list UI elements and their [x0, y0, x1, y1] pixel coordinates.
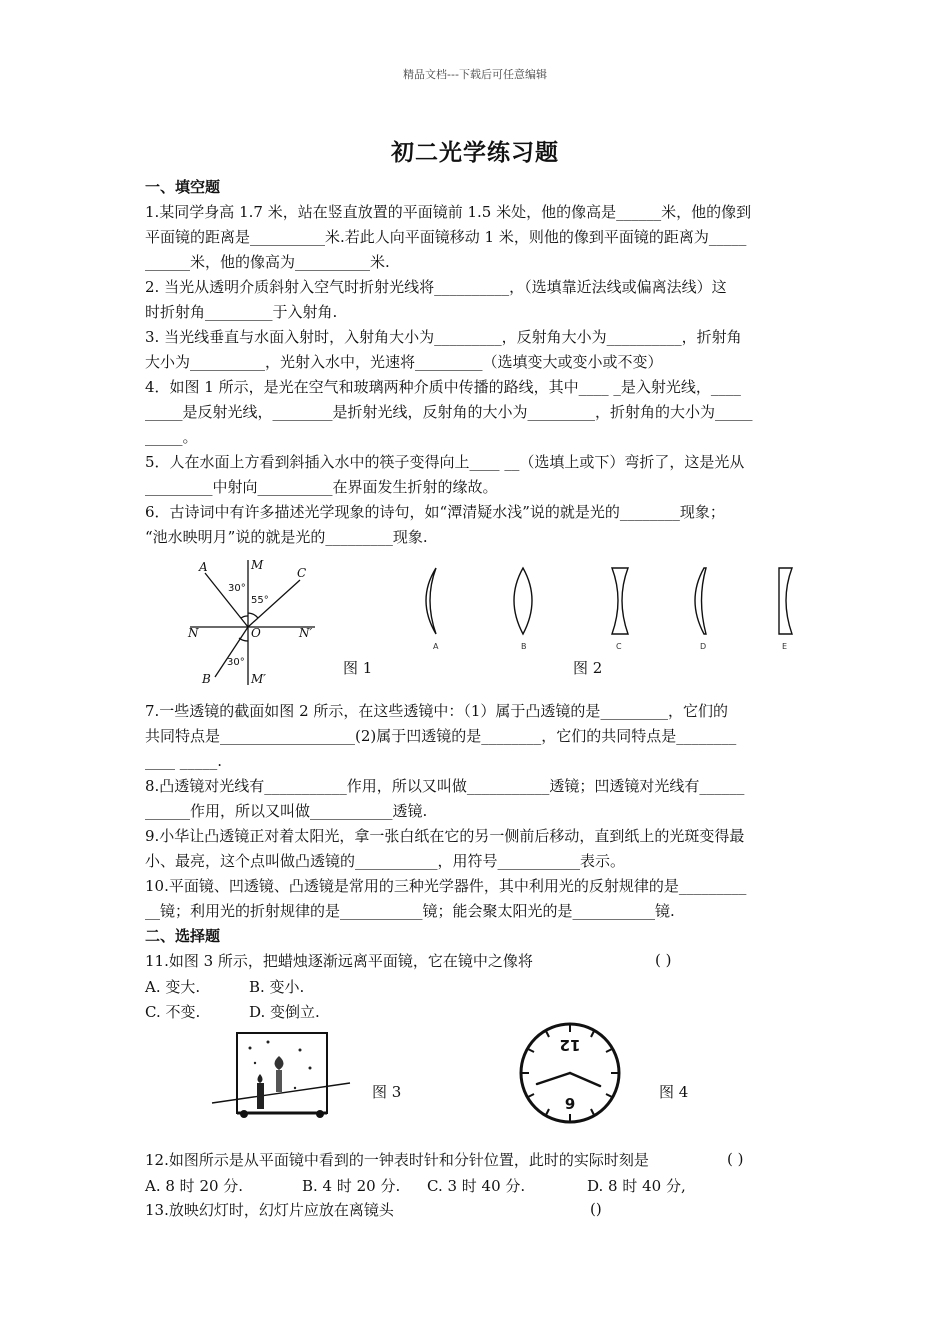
q12-option-c: C. 3 时 40 分.	[427, 1177, 526, 1195]
question-line: _____。	[145, 428, 198, 446]
clock-minute-hand	[537, 1073, 570, 1084]
label-A: A	[199, 560, 208, 574]
question-line: _________中射向__________在界面发生折射的缘故。	[145, 478, 498, 496]
lens-label-E: E	[782, 642, 788, 651]
label-B: B	[202, 672, 211, 686]
lens-label-B: B	[521, 642, 527, 651]
q11-option-b: B. 变小.	[249, 978, 305, 996]
label-M: M	[251, 558, 264, 572]
question-13-answer-paren: ()	[590, 1200, 602, 1218]
question-13-text: 13.放映幻灯时，幻灯片应放在离镜头	[145, 1201, 394, 1219]
question-line: 4．如图 1 所示，是光在空气和玻璃两种介质中传播的路线，其中____ _是入射光线，____	[145, 378, 741, 396]
question-line: 5．人在水面上方看到斜插入水中的筷子变得向上____ __（选填上或下）弯折了，这是光从	[145, 453, 745, 471]
incident-ray	[205, 573, 248, 627]
figure-1-diagram	[185, 555, 325, 690]
figure-4-caption: 图 4	[659, 1083, 689, 1101]
label-M-prime: M′	[251, 672, 267, 686]
question-line: 时折射角_________于入射角.	[145, 303, 338, 321]
lens-label-D: D	[700, 642, 707, 651]
angle-55: 55°	[251, 595, 269, 606]
clock-hour-hand	[570, 1073, 600, 1086]
figure-2-caption: 图 2	[573, 659, 603, 677]
q11-option-d: D. 变倒立.	[249, 1003, 320, 1021]
section-heading-choice: 二、选择题	[145, 927, 221, 945]
candle	[257, 1083, 264, 1109]
figure-3-caption: 图 3	[372, 1083, 402, 1101]
refracted-ray	[215, 627, 248, 677]
q11-option-a: A. 变大.	[145, 978, 201, 996]
figure-1-caption: 图 1	[343, 659, 373, 677]
lens-D	[695, 568, 706, 634]
question-line: 8.凸透镜对光线有___________作用，所以又叫做___________透镜；凹透镜对光线有______	[145, 777, 745, 795]
label-N: N	[188, 626, 199, 640]
q11-option-c: C. 不变.	[145, 1003, 201, 1021]
clock-numeral-6: 6	[564, 1094, 576, 1112]
lens-label-C: C	[616, 642, 622, 651]
question-line: 6．古诗词中有许多描述光学现象的诗句，如“潭清疑水浅”说的就是光的________现象；	[145, 503, 725, 521]
question-11-answer-paren: ( )	[655, 951, 672, 969]
lens-B	[514, 568, 532, 634]
question-line: ______作用，所以又叫做___________透镜.	[145, 802, 428, 820]
figure-4-clock	[515, 1018, 625, 1128]
question-line: 大小为__________，光射入水中，光速将_________（选填变大或变小或不变）	[145, 353, 663, 371]
candle-image	[276, 1070, 282, 1092]
question-line: 平面镜的距离是__________米.若此人向平面镜移动 1 米，则他的像到平面镜的距离为_____	[145, 228, 747, 246]
question-line: 9.小华让凸透镜正对着太阳光，拿一张白纸在它的另一侧前后移动，直到纸上的光斑变得最	[145, 827, 745, 845]
page-header: 精品文档---下载后可任意编辑	[403, 68, 547, 81]
question-12-text: 12.如图所示是从平面镜中看到的一钟表时针和分针位置，此时的实际时刻是	[145, 1151, 649, 1169]
label-C: C	[297, 566, 307, 580]
clock-numeral-12: 12	[559, 1036, 581, 1054]
label-O: O	[251, 626, 261, 640]
lens-E	[779, 568, 792, 634]
question-line: 7.一些透镜的截面如图 2 所示，在这些透镜中：（1）属于凸透镜的是_________，它们的	[145, 702, 728, 720]
q12-option-b: B. 4 时 20 分.	[302, 1177, 401, 1195]
angle-30-top: 30°	[228, 583, 246, 594]
q12-option-a: A. 8 时 20 分.	[145, 1177, 244, 1195]
question-line: 3. 当光线垂直与水面入射时，入射角大小为_________，反射角大小为__________，折射角	[145, 328, 742, 346]
page-title: 初二光学练习题	[391, 140, 559, 166]
question-line: “池水映明月”说的就是光的_________现象.	[145, 528, 428, 546]
question-line: __镜；利用光的折射规律的是___________镜；能会聚太阳光的是___________镜.	[145, 902, 675, 920]
label-N-prime: N′	[299, 626, 313, 640]
figure-2-lenses	[410, 560, 810, 655]
angle-30-bottom: 30°	[227, 657, 245, 668]
section-heading-fill-in: 一、填空题	[145, 178, 221, 196]
question-line: 小、最亮，这个点叫做凸透镜的___________，用符号___________表示。	[145, 852, 626, 870]
question-line: 共同特点是__________________(2)属于凹透镜的是________，它们的共同特点是________	[145, 727, 737, 745]
question-line: _____是反射光线，________是折射光线，反射角的大小为_________，折射角的大小为_____	[145, 403, 753, 421]
question-12-answer-paren: ( )	[727, 1150, 744, 1168]
question-11-text: 11.如图 3 所示，把蜡烛逐渐远离平面镜，它在镜中之像将	[145, 952, 533, 970]
lens-label-A: A	[433, 642, 439, 651]
question-line: ______米，他的像高为__________米.	[145, 253, 390, 271]
q12-option-d: D. 8 时 40 分,	[587, 1177, 686, 1195]
lens-C	[612, 568, 628, 634]
question-line: 1.某同学身高 1.7 米，站在竖直放置的平面镜前 1.5 米处，他的像高是______米，他的像到	[145, 203, 752, 221]
question-line: ____ _____.	[145, 752, 223, 770]
question-line: 2. 当光从透明介质斜射入空气时折射光线将__________，（选填靠近法线或偏离法线）这	[145, 278, 727, 296]
lens-A	[426, 568, 436, 634]
question-line: 10.平面镜、凹透镜、凸透镜是常用的三种光学器件，其中利用光的反射规律的是_________	[145, 877, 747, 895]
figure-3-candle-mirror	[210, 1028, 355, 1123]
candle-flame	[258, 1074, 263, 1083]
